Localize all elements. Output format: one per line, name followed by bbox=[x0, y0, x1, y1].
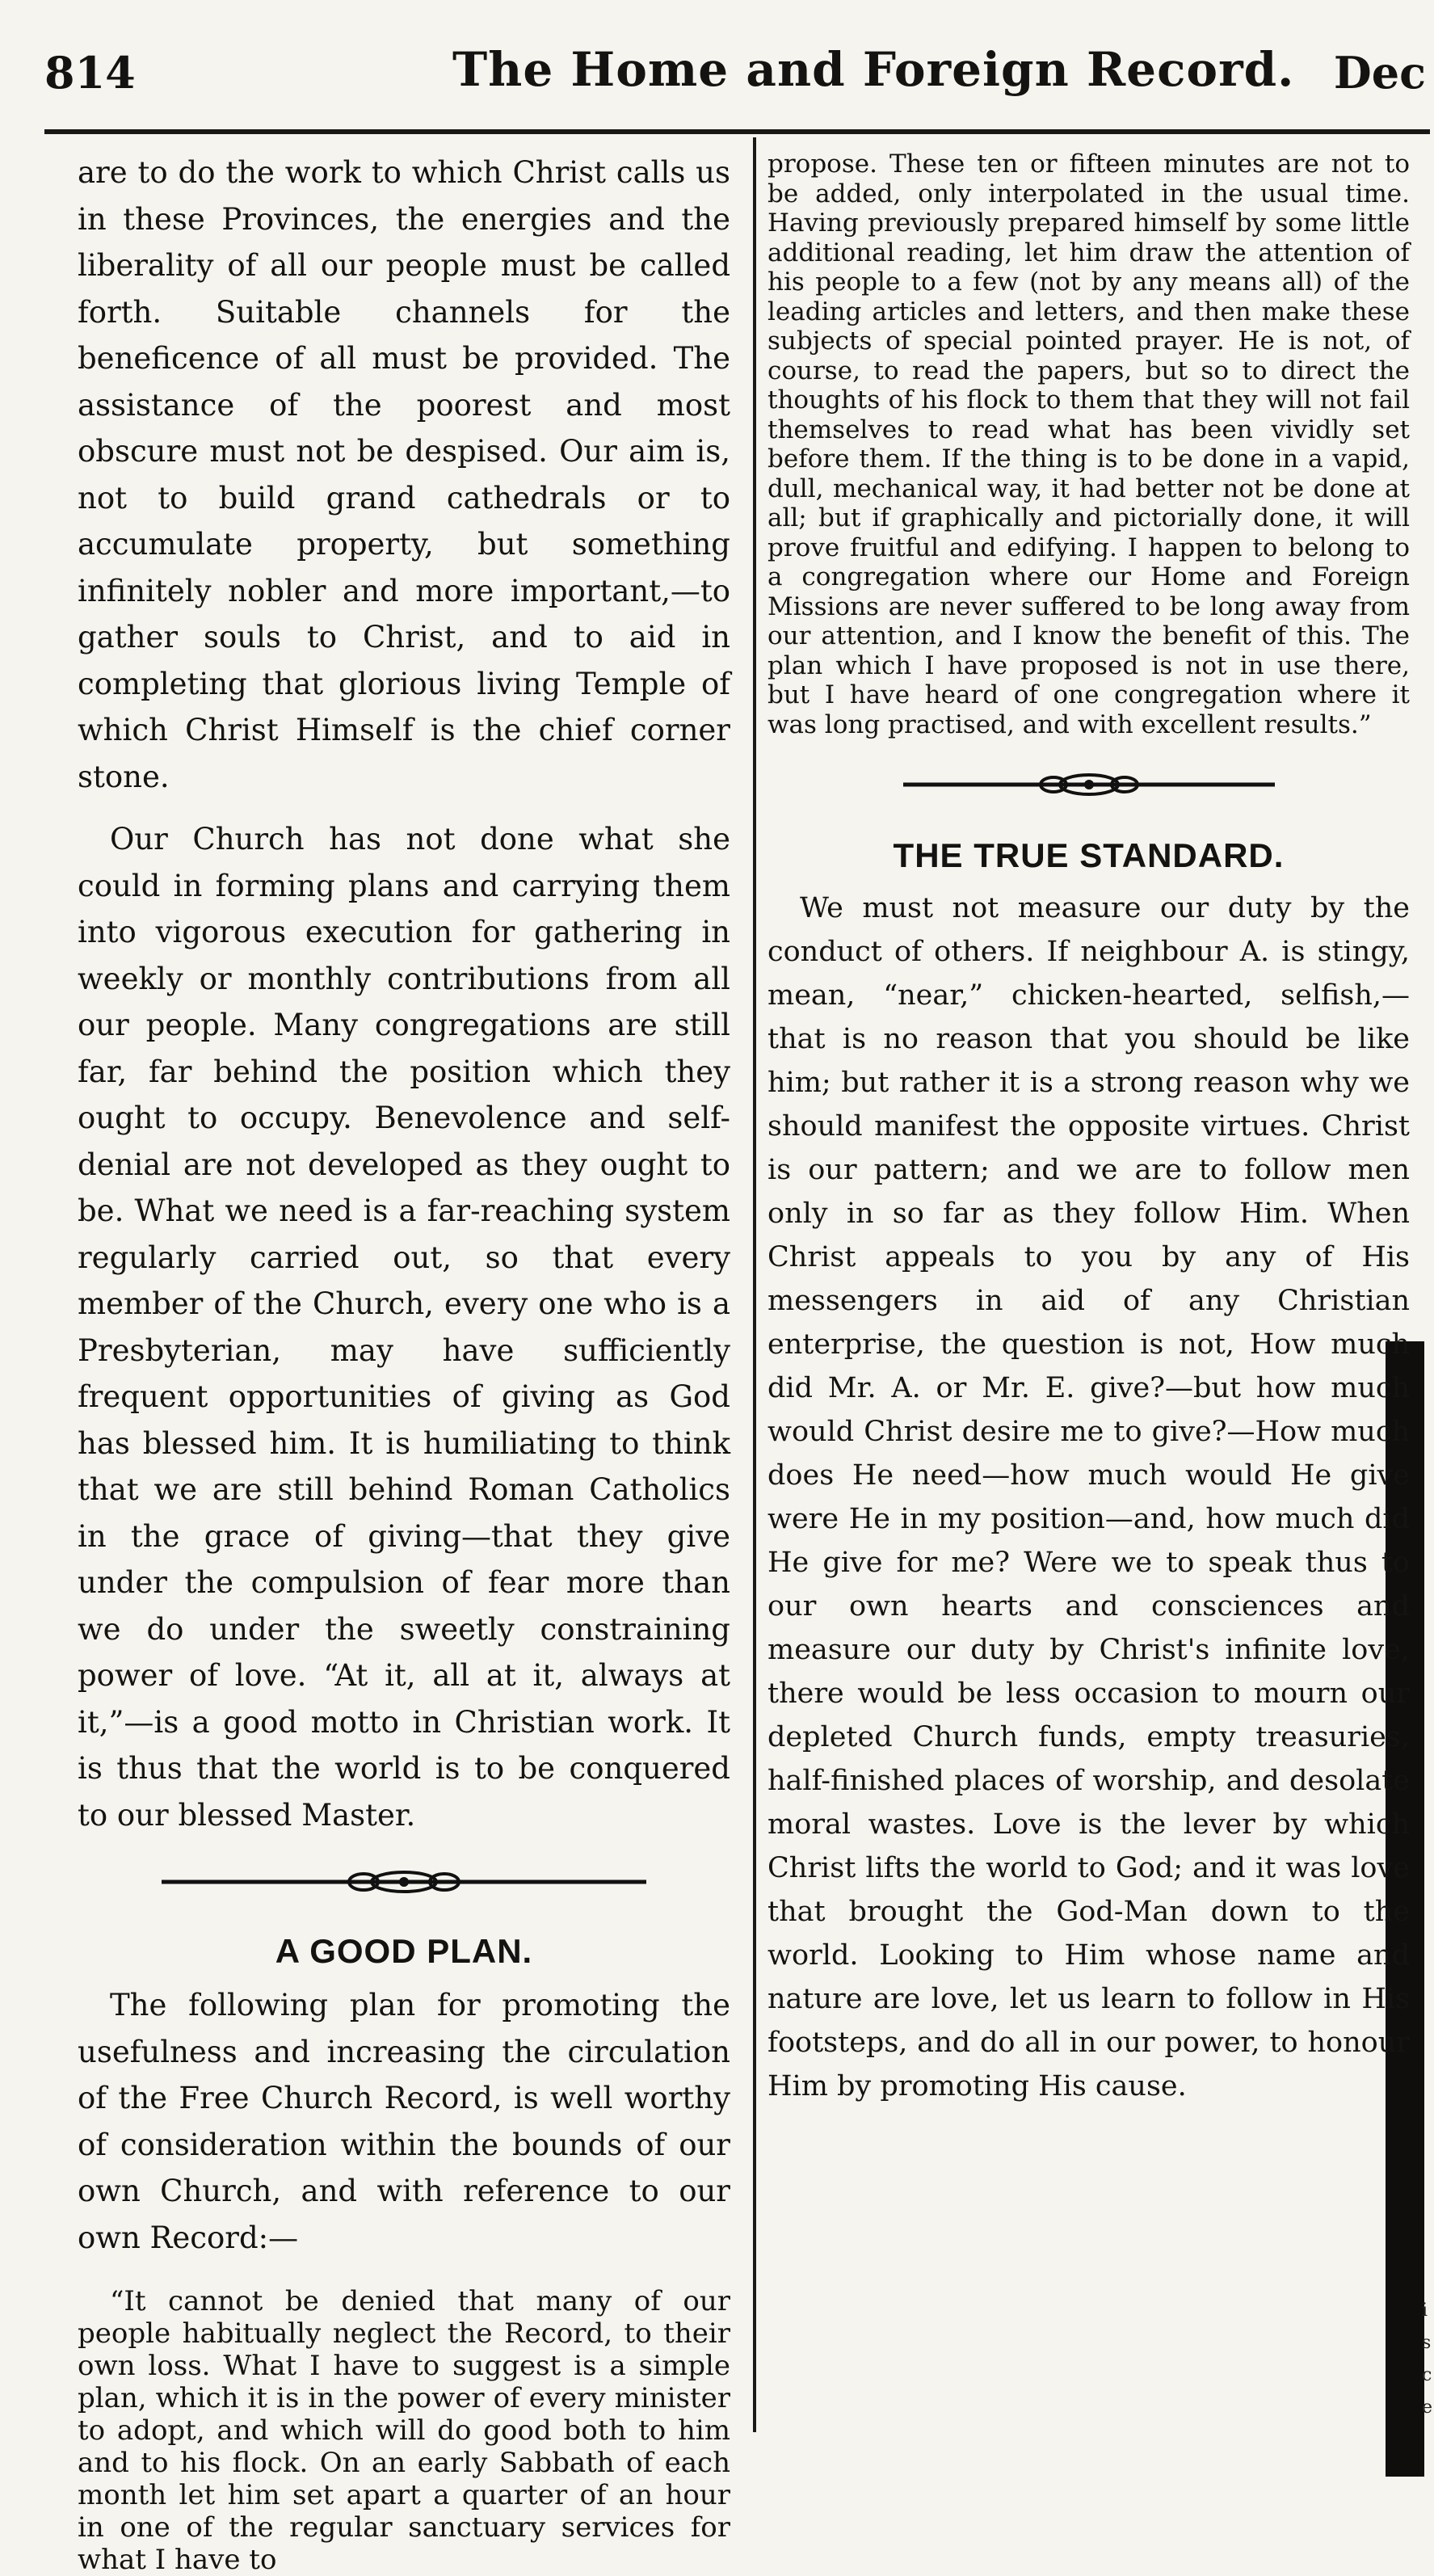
quotation-continuation: propose. These ten or fifteen minutes are not to be added, only interpolated in the usual time. Having previously prepared himself by some little additional reading, let him draw the attention of his people to a few (not by any means all) of the leading articles and letters, and then make these subjects of special pointed prayer. He is not, of course, to read the papers, but so to direct the thoughts of his flock to them that they will not fail themselves to read what has been vividly set before them. If the thing is to be done in a vapid, dull, mechanical way, it had better not be done at all; but if graphically and pictorially done, it will prove fruitful and edifying. I happen to belong to a congregation where our Home and Foreign Missions are never suffered to be long away from our attention, and I know the benefit of this. The plan which I have proposed is not in use there, but I have heard of one congregation where it was long practised, and with excellent results.” bbox=[767, 149, 1410, 739]
running-title: The Home and Foreign Record. bbox=[452, 42, 1295, 97]
header-rule bbox=[44, 129, 1430, 134]
edge-fragment-text bbox=[1422, 2295, 1434, 2424]
page-month: Dec bbox=[1333, 47, 1426, 99]
paragraph-plan-intro: The following plan for promoting the usefulness and increasing the circulation of the Free Church Record, is well worthy of consideration within the bounds of our own Church, and with reference to our own Record:— bbox=[78, 1988, 730, 2255]
ornament-divider bbox=[903, 768, 1275, 801]
edge-letter: e bbox=[1422, 2397, 1433, 2418]
column-divider bbox=[753, 137, 756, 2432]
page-header bbox=[0, 0, 1434, 121]
edge-letter: c bbox=[1422, 2365, 1432, 2385]
quotation-start: “It cannot be denied that many of our people habitually neglect the Record, to their own loss. What I have to suggest is a simple plan, which it is in the power of every minister to adopt, and which will do good both to him and to his flock. On an early Sabbath of each month let him set apart a quarter of an hour in one of the regular sanctuary services for what I have to bbox=[78, 2285, 730, 2576]
paragraph-churches-work: are to do the work to which Christ calls us in these Provinces, the energies and the liberality of all our people must be called forth. Suitable channels for the beneficence of all must be provided. The assistance of the poorest and most obscure must not be despised. Our aim is, not to build grand cathedrals or to accumulate property, but something infinitely nobler and more important,—to gather souls to Christ, and to aid in completing that glorious living Temple of which Christ Himself is the chief corner stone. bbox=[78, 155, 730, 794]
right-column bbox=[767, 149, 1410, 2108]
page-number: 814 bbox=[44, 47, 136, 99]
section-heading-true-standard: THE TRUE STANDARD. bbox=[893, 836, 1285, 874]
section-heading-good-plan: A GOOD PLAN. bbox=[275, 1932, 533, 1970]
paragraph-true-standard: We must not measure our duty by the conduct of others. If neighbour A. is stingy, mean, “near,” chicken-hearted, selfish,—that is no reason that you should be like him; but rather it is a strong reason why we should manifest the opposite virtues. Christ is our pattern; and we are to follow men only in so far as they follow Him. When Christ appeals to you by any of His messengers in aid of any Christian enterprise, the question is not, How much did Mr. A. or Mr. E. give?—but how much would Christ desire me to give?—How much does He need—how much would He give were He in my position—and, how much did He give for me? Were we to speak thus to our own hearts and consciences and measure our duty by Christ's infinite love, there would be less occasion to mourn our depleted Church funds, empty treasuries, half-finished places of worship, and desolate moral wastes. Love is the lever by which Christ lifts the world to God; and it was love that brought the God-Man down to the world. Looking to Him whose name and nature are love, let us learn to follow in His footsteps, and do all in our power, to honour Him by promoting His cause. bbox=[767, 892, 1410, 2102]
ornament-divider bbox=[162, 1866, 646, 1898]
left-column bbox=[78, 149, 730, 2576]
edge-letter: s bbox=[1422, 2333, 1432, 2353]
paragraph-church-contributions: Our Church has not done what she could in forming plans and carrying them into vigorous execution for gathering in weekly or monthly contributions from all our people. Many congregations are still far, far behind the position which they ought to occupy. Benevolence and self-denial are not developed as they ought to be. What we need is a far-reaching system regularly carried out, so that every member of the Church, every one who is a Presbyterian, may have sufficiently frequent opportunities of giving as God has blessed him. It is humiliating to think that we are still behind Roman Catholics in the grace of giving—that they give under the compulsion of fear more than we do under the sweetly constraining power of love. “At it, all at it, always at it,”—is a good motto in Christian work. It is thus that the world is to be conquered to our blessed Master. bbox=[78, 822, 730, 1833]
edge-letter: i bbox=[1422, 2300, 1428, 2321]
